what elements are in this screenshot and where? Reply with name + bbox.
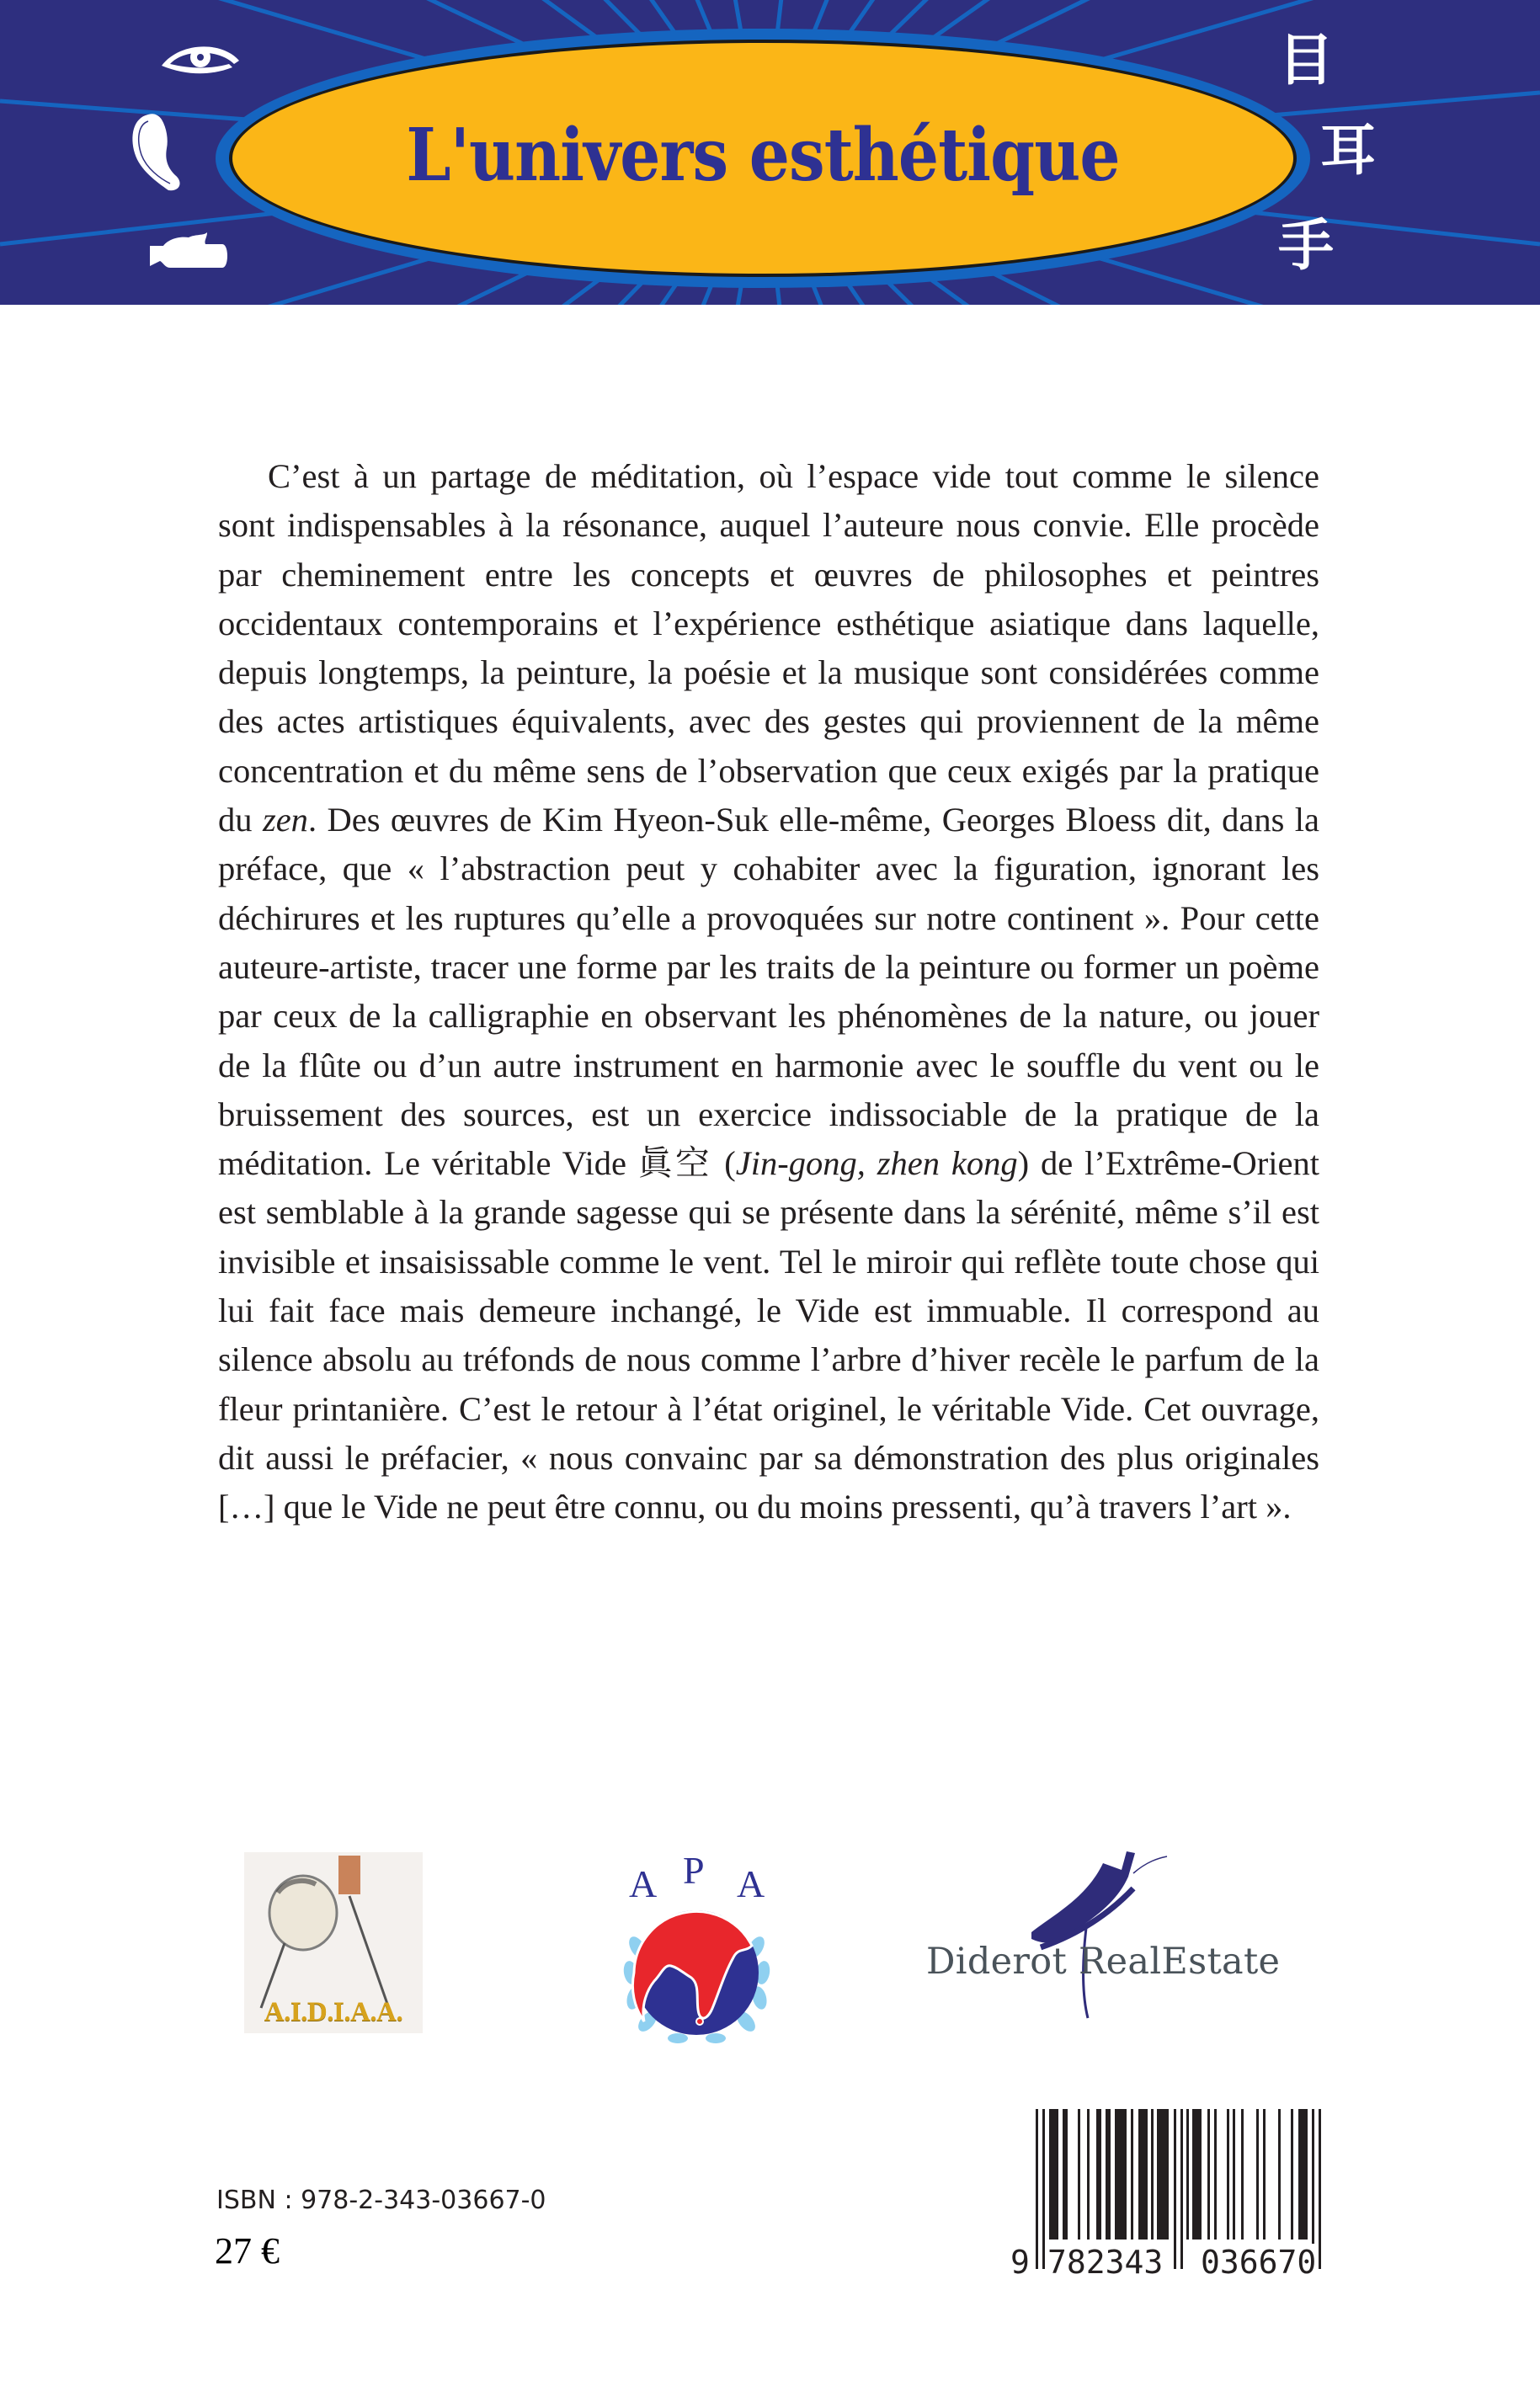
barcode-lead-digit: 9 xyxy=(1010,2244,1030,2281)
header-banner xyxy=(0,0,1540,305)
aidiaa-logo xyxy=(244,1852,423,2033)
diderot-realestate-logo xyxy=(926,1840,1322,2021)
apa-logo: A P A xyxy=(619,1848,775,2054)
kanji-hand: 手 xyxy=(1278,212,1334,278)
ear-icon xyxy=(128,111,189,192)
diderot-realestate-label: Diderot RealEstate xyxy=(926,1941,1281,1983)
book-series-title: L'univers esthétique xyxy=(406,112,1120,198)
price: 27 € xyxy=(215,2230,280,2271)
hand-icon xyxy=(148,232,231,269)
eye-icon xyxy=(158,39,242,74)
summary-paragraph: C’est à un partage de méditation, où l’espace vide tout comme le silence sont indispensables à la résonance, auquel l’auteure nous convie. Elle procède par cheminement entre les concepts et œuvres de philosophes et peintres occidentaux contemporains et l’expérience esthétique asiatique dans laquelle, depuis longtemps, la peinture, la poésie et la musique sont considérées comme des actes artistiques équivalents, avec des gestes qui proviennent de la même concentration et du même sens de l’observation que ceux exigés par la pratique du zen. Des œuvres de Kim Hyeon-Suk elle-même, Georges Bloess dit, dans la préface, que « l’abstraction peut y cohabiter avec la figuration, ignorant les déchirures et les ruptures qu’elle a provoquées sur notre continent ». Pour cette auteure-artiste, tracer une forme par les traits de la peinture ou former un poème par ceux de la calligraphie en observant les phénomènes de la nature, ou jouer de la flûte ou d’un autre instrument en harmonie avec le souffle du vent ou le bruissement des sources, est un exercice indissociable de la pratique de la méditation. Le véritable Vide 眞空 (Jin-gong, zhen kong) de l’Extrême-Orient est semblable à la grande sagesse qui se présente dans la sérénité, même s’il est invisible et insaisissable comme le vent. Tel le miroir qui reflète toute chose qui lui fait face mais demeure inchangé, le Vide est immuable. Il correspond au silence absolu au tréfonds de nous comme l’arbre d’hiver recèle le parfum de la fleur printanière. C’est le retour à l’état originel, le véritable Vide. Cet ouvrage, dit aussi le préfacier, « nous convainc par sa démonstration des plus originales […] que le Vide ne peut être connu, ou du moins pressenti, qu’à travers l’art ». xyxy=(218,457,1320,1526)
aidiaa-label: A.I.D.I.A.A. xyxy=(264,1997,403,2027)
book-summary xyxy=(218,452,1319,1532)
barcode-right-group: 036670 xyxy=(1201,2244,1317,2281)
kanji-ear: 耳 xyxy=(1320,117,1376,183)
isbn-number: ISBN : 978-2-343-03667-0 xyxy=(216,2186,546,2215)
italic-term-jin-gong: Jin-gong, zhen kong xyxy=(735,1144,1018,1183)
italic-term-zen: zen xyxy=(262,801,308,839)
korea-globe-emblem xyxy=(619,1897,775,2053)
barcode-left-group: 782343 xyxy=(1047,2244,1164,2281)
brush-stroke-icon xyxy=(926,1840,1322,2021)
kanji-eye: 目 xyxy=(1278,27,1334,93)
